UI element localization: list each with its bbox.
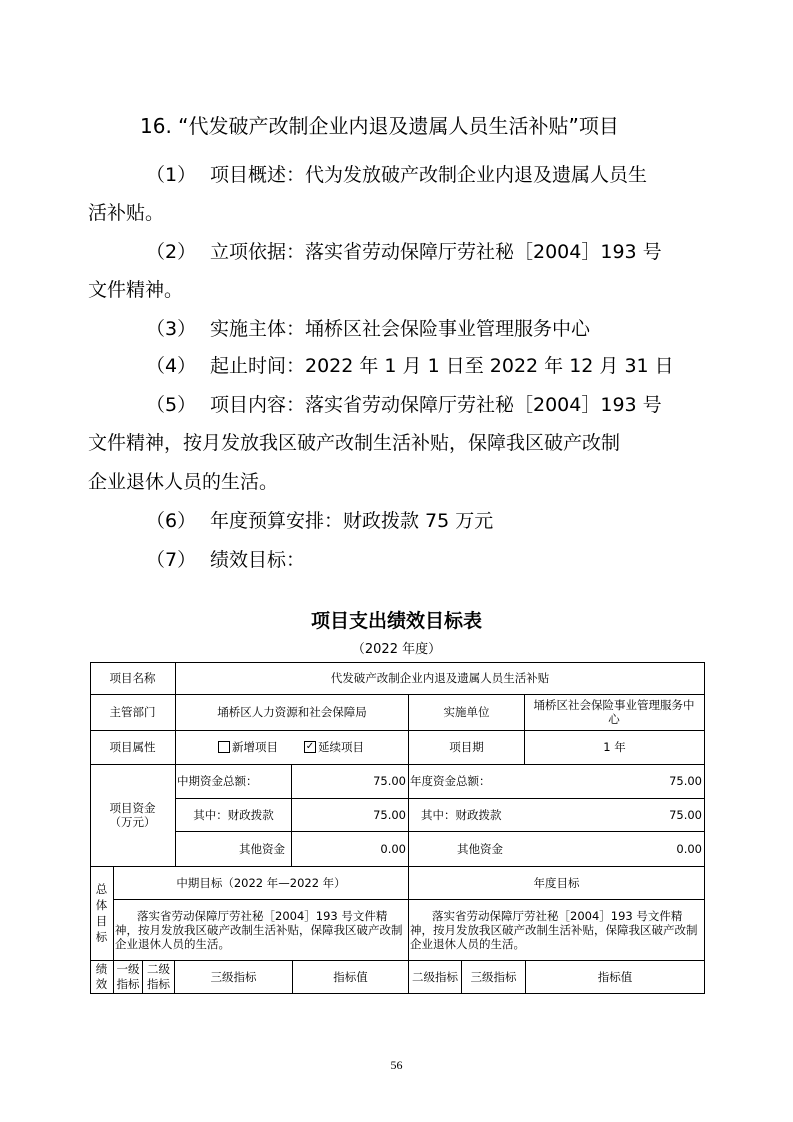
mid-goal-text: 落实省劳动保障厅劳社秘［2004］193 号文件精神，按月发放我区破产改制生活补贴，保障我区破产改制企业退休人员的生活。 [115,909,403,951]
para-1-cont: 活补贴。 [88,202,165,224]
table-subtitle: （2022 年度） [351,642,442,657]
overall-goal-side-label: 总 体 目 标 [95,882,108,944]
para-5-text: 项目内容：落实省劳动保障厅劳社秘［2004］193 号 [210,394,662,416]
other-label: 其他资金 [239,841,285,856]
para-1-num: （1） [146,164,197,186]
level3-indicator-header-b: 三级指标 [470,969,517,984]
impl-label: 实施单位 [443,705,490,719]
fin-year-value: 75.00 [669,807,702,822]
year-goal-label: 年度目标 [533,875,580,890]
para-7-num: （7） [146,549,197,571]
attr-label: 项目属性 [109,740,156,754]
project-name-value: 代发破产改制企业内退及遗属人员生活补贴 [330,671,550,685]
para-6-num: （6） [146,510,197,532]
fund-label: 项目资金 [109,801,156,815]
attr-options [176,730,408,764]
para-1-text: 项目概述：代为发放破产改制企业内退及遗属人员生 [210,164,648,186]
continue-project-label: 延续项目 [318,740,364,754]
period-label: 项目期 [449,740,484,754]
level1-indicator-header: 一级 指标 [116,961,140,991]
para-4-text: 起止时间：2022 年 1 月 1 日至 2022 年 12 月 31 日 [210,355,674,377]
para-5-num: （5） [146,394,197,416]
section-heading: 16. “代发破产改制企业内退及遗属人员生活补贴”项目 [140,114,619,138]
fund-unit: （万元） [109,815,156,829]
mid-total-value: 75.00 [373,774,406,788]
indicator-value-header: 指标值 [333,969,368,984]
level3-indicator-header: 三级指标 [210,969,257,984]
mid-total-label: 中期资金总额： [177,774,258,788]
fund-label-block [90,764,175,866]
other-year-label: 其他资金 [457,841,503,856]
mid-goal-label: 中期目标（2022 年—2022 年） [176,875,346,890]
para-6-text: 年度预算安排：财政拨款 75 万元 [210,510,494,532]
fin-label: 其中：财政拨款 [193,807,274,822]
indicator-value-header-b: 指标值 [597,969,633,984]
period-value: 1 年 [603,740,626,754]
para-2-num: （2） [146,241,197,263]
perf-side-label: 绩 效 [95,961,108,991]
other-mid-value: 0.00 [380,841,406,856]
fin-year-label: 其中：财政拨款 [421,807,502,822]
year-total-label: 年度资金总额： [410,774,491,788]
para-2-cont: 文件精神。 [88,279,184,301]
para-7-text: 绩效目标： [210,549,306,571]
continue-project-checkbox[interactable]: ✓ [305,741,315,752]
level2-indicator-header: 二级 指标 [147,961,170,991]
year-total-value: 75.00 [669,774,702,788]
project-name-label: 项目名称 [109,671,156,685]
para-2-text: 立项依据：落实省劳动保障厅劳社秘［2004］193 号 [210,241,662,263]
para-5-cont2: 企业退休人员的生活。 [88,471,279,493]
page-number: 56 [390,1058,403,1072]
fin-mid-value: 75.00 [373,807,406,822]
year-goal-text: 落实省劳动保障厅劳社秘［2004］193 号文件精神，按月发放我区破产改制生活补贴，保障我区破产改制企业退休人员的生活。 [410,909,698,951]
impl-value: 埇桥区社会保险事业管理服务中心 [533,698,695,726]
new-project-label: 新增项目 [232,740,278,754]
para-5-cont: 文件精神，按月发放我区破产改制生活补贴，保障我区破产改制 [88,432,621,454]
table-title: 项目支出绩效目标表 [310,610,482,632]
level2-indicator-header-b: 二级指标 [412,969,458,984]
dept-value: 埇桥区人力资源和社会保障局 [217,705,367,719]
new-project-checkbox[interactable] [218,741,230,753]
para-4-num: （4） [146,355,197,377]
other-year-value: 0.00 [676,841,702,856]
para-3-num: （3） [146,318,197,340]
para-3-text: 实施主体：埇桥区社会保险事业管理服务中心 [210,318,591,340]
dept-label: 主管部门 [109,705,156,719]
